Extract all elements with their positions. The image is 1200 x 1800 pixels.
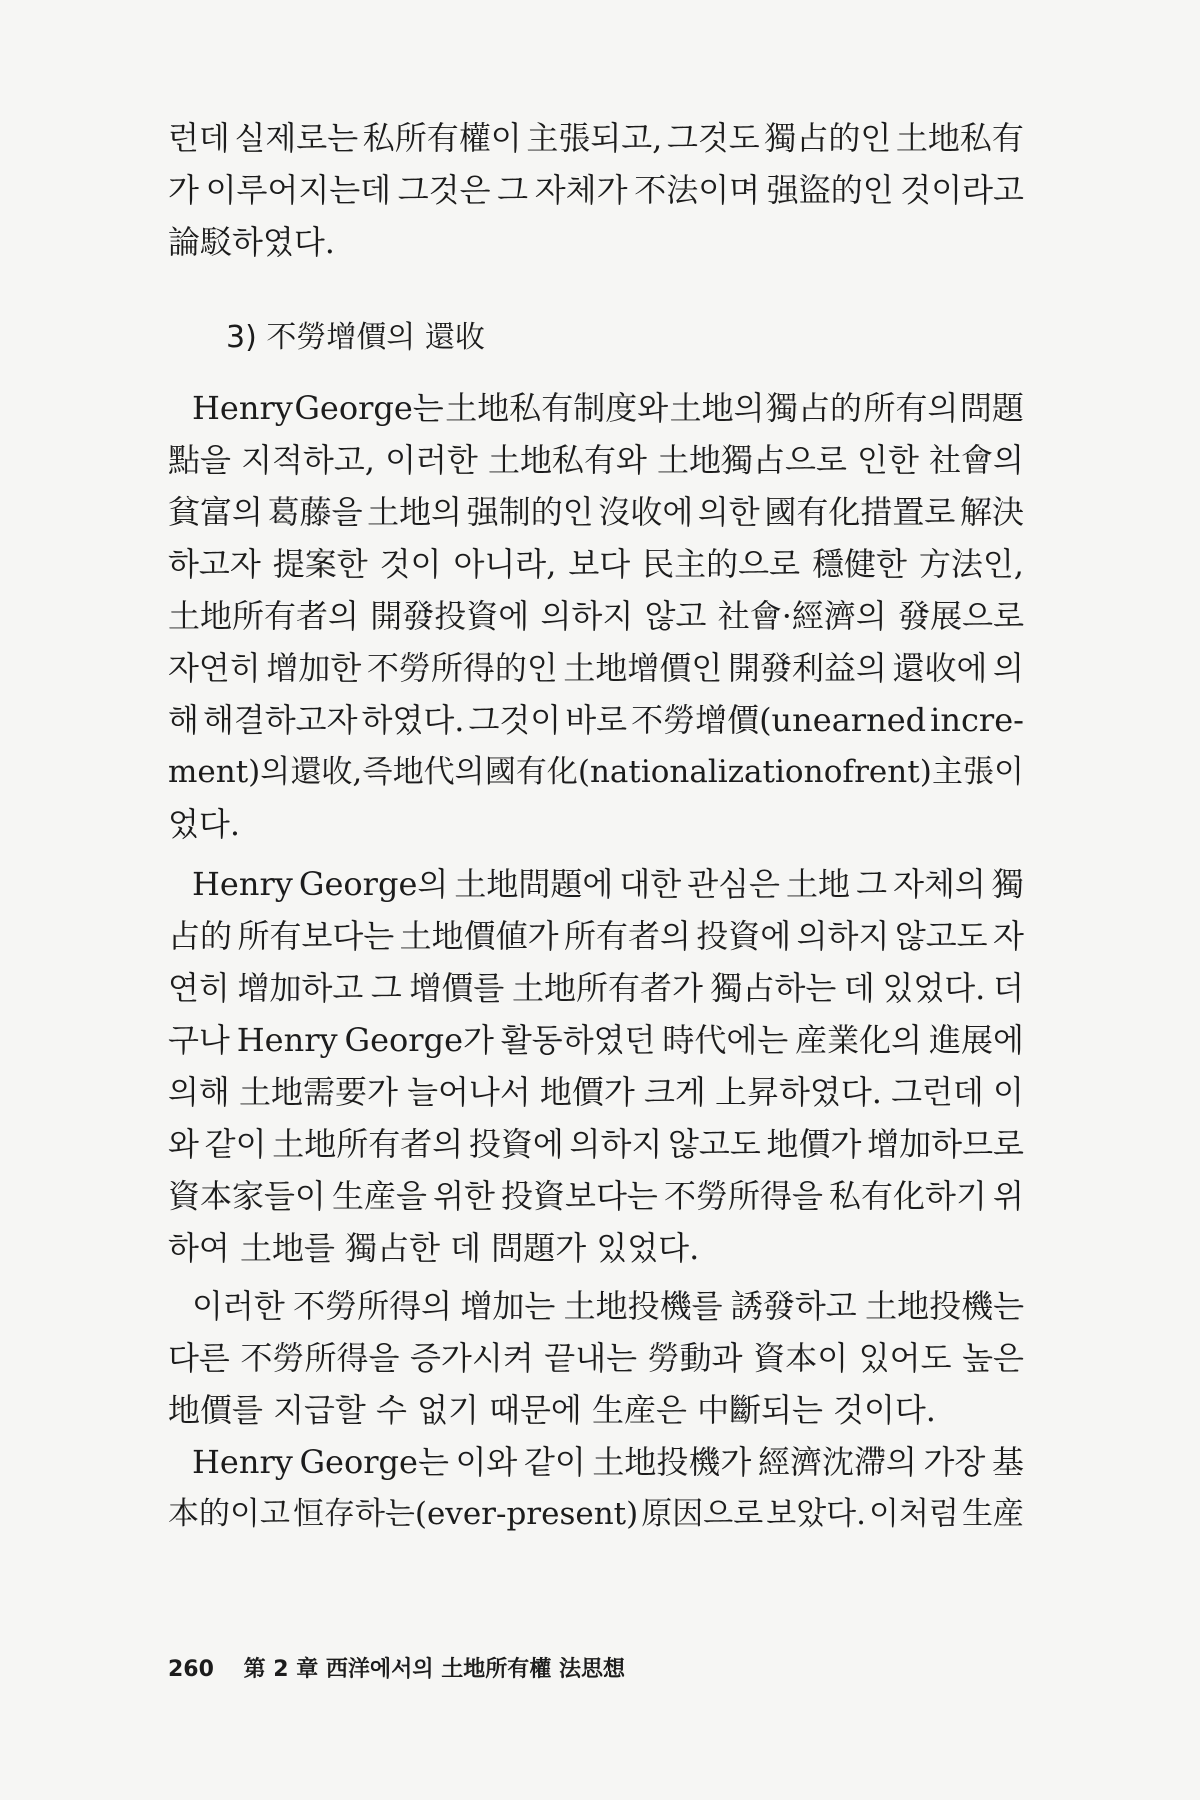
text-line: 런데 실제로는 私所有權이 主張되고, 그것도 獨占的인 土地私有 (168, 119, 1024, 157)
text-line: 論駁하였다. (168, 223, 335, 261)
text-line: Henry George는 이와 같이 土地投機가 經濟沈滯의 가장 基 (192, 1443, 1024, 1481)
text-line: 었다. (168, 805, 240, 843)
text-line: 點을 지적하고, 이러한 土地私有와 土地獨占으로 인한 社會의 (168, 441, 1024, 479)
text-line: 와 같이 土地所有者의 投資에 의하지 않고도 地價가 增加하므로 (168, 1125, 1024, 1163)
text-line: Henry George는 土地私有制度와 土地의 獨占的 所有의 問題 (192, 389, 1024, 427)
text-line: 하고자 提案한 것이 아니라, 보다 民主的으로 穩健한 方法인, (168, 545, 1024, 583)
chapter-title: 第 2 章 西洋에서의 土地所有權 法思想 (243, 1657, 625, 1682)
text-line: 다른 不勞所得을 증가시켜 끝내는 勞動과 資本이 있어도 높은 (168, 1339, 1024, 1377)
text-line: 하여 土地를 獨占한 데 問題가 있었다. (168, 1229, 700, 1267)
text-line: 資本家들이 生産을 위한 投資보다는 不勞所得을 私有化하기 위 (168, 1177, 1024, 1215)
text-line: 貧富의 葛藤을 土地의 强制的인 沒收에 의한 國有化措置로 解決 (168, 493, 1024, 531)
text-line: 占的 所有보다는 土地價値가 所有者의 投資에 의하지 않고도 자 (168, 917, 1024, 955)
paragraph-4 (168, 1280, 1024, 1436)
text-line: Henry George의 土地問題에 대한 관심은 土地 그 자체의 獨 (192, 865, 1024, 903)
page-footer (168, 1652, 625, 1683)
text-line: 本的이고 恒存하는(ever-present) 原因으로 보았다. 이처럼 生産 (168, 1496, 1024, 1532)
text-line: ment)의 還收, 즉 地代의 國有化(nationalization of rent) 主張이 (168, 754, 1024, 790)
text-line: 구나 Henry George가 활동하였던 時代에는 産業化의 進展에 (168, 1021, 1024, 1059)
section-heading: 3) 不勞增價의 還收 (226, 320, 485, 355)
text-line: 이러한 不勞所得의 增加는 土地投機를 誘發하고 土地投機는 (192, 1287, 1024, 1325)
paragraph-2 (168, 382, 1024, 850)
text-line: 해 해결하고자 하였다. 그것이 바로 不勞增價(unearned incre- (168, 701, 1024, 739)
text-line: 土地所有者의 開發投資에 의하지 않고 社會·經濟의 發展으로 (168, 597, 1024, 635)
paragraph-5 (168, 1436, 1024, 1540)
text-line: 자연히 增加한 不勞所得的인 土地增價인 開發利益의 還收에 의 (168, 649, 1024, 687)
paragraph-1 (168, 112, 1024, 268)
page-number: 260 (168, 1657, 214, 1682)
paragraph-3 (168, 858, 1024, 1274)
text-line: 가 이루어지는데 그것은 그 자체가 不法이며 强盜的인 것이라고 (168, 171, 1024, 209)
text-line: 연히 增加하고 그 增價를 土地所有者가 獨占하는 데 있었다. 더 (168, 969, 1024, 1007)
text-line: 地價를 지급할 수 없기 때문에 生産은 中斷되는 것이다. (168, 1391, 936, 1429)
text-line: 의해 土地需要가 늘어나서 地價가 크게 上昇하였다. 그런데 이 (168, 1073, 1024, 1111)
